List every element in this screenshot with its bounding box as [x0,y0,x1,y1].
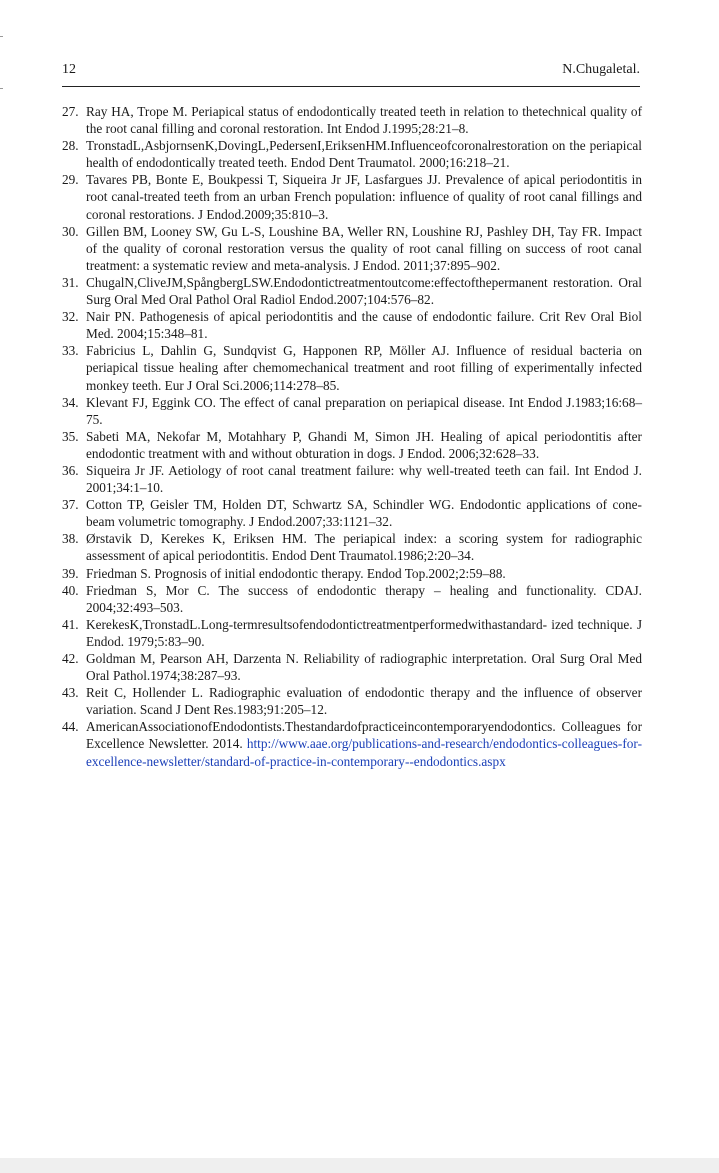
reference-text: Ray HA, Trope M. Periapical status of endodontically treated teeth in relation to thetechnical quality of the root canal filling and coronal restoration. Int Endod J.1995;28:21–8. [86,104,642,137]
reference-number: 33. [62,343,79,359]
reference-number: 31. [62,274,79,290]
reference-number: 36. [62,462,79,478]
running-author: N.Chugaletal. [562,62,640,77]
reference-text: Cotton TP, Geisler TM, Holden DT, Schwartz SA, Schindler WG. Endodontic applications of cone-beam volumetric tomography. J Endod.2007;33:1121–32. [86,497,642,530]
reference-text: Ørstavik D, Kerekes K, Eriksen HM. The periapical index: a scoring system for radiographic assessment of apical periodontitis. Endod Dent Traumatol.1986;2:20–34. [86,531,642,564]
reference-item [62,462,642,496]
reference-text: Reit C, Hollender L. Radiographic evaluation of endodontic therapy and the influence of observer variation. Scand J Dent Res.1983;91:205–12. [86,685,642,718]
reference-number: 32. [62,309,79,325]
reference-number: 38. [62,531,79,547]
reference-text: Fabricius L, Dahlin G, Sundqvist G, Happonen RP, Möller AJ. Influence of residual bacteria on periapical tissue healing after chemomechanical treatment and root filling of experimentally infected monkey teeth. Eur J Oral Sci.2006;114:278–85. [86,343,642,393]
reference-text: Siqueira Jr JF. Aetiology of root canal treatment failure: why well-treated teeth can fail. Int Endod J. 2001;34:1–10. [86,462,642,496]
reference-number: 30. [62,223,79,239]
reference-number: 39. [62,565,79,581]
reference-item [62,103,642,137]
reference-item [62,582,642,616]
reference-text: Goldman M, Pearson AH, Darzenta N. Reliability of radiographic interpretation. Oral Surg Oral Med Oral Pathol.1974;38:287–93. [86,651,642,684]
reference-item [62,565,642,582]
reference-text: ChugalN,CliveJM,SpångbergLSW.Endodontictreatmentoutcome:effectofthepermanent restoration. Oral Surg Oral Med Oral Pathol Oral Radiol Endod.2007;104:576–82. [86,274,642,308]
reference-text: Gillen BM, Looney SW, Gu L-S, Loushine BA, Weller RN, Loushine RJ, Pashley DH, Tay FR. Impact of the quality of coronal restoration versus the quality of root canal filling on success of root canal treatment: a systematic review and meta-analysis. J Endod. 2011;37:895–902. [86,223,642,273]
reference-item [62,308,642,342]
header-rule [62,86,640,87]
reference-number: 44. [62,719,79,735]
viewer-bottom-bar [0,1158,719,1173]
reference-number: 41. [62,616,79,632]
reference-item [62,428,642,462]
reference-item [62,530,642,564]
reference-item [62,616,642,650]
reference-item [62,650,642,684]
running-header [62,62,640,82]
reference-number: 35. [62,428,79,444]
reference-text: Tavares PB, Bonte E, Boukpessi T, Siqueira Jr JF, Lasfargues JJ. Prevalence of apical periodontitis in root canal-treated teeth from an urban French population: influence of quality of root canal fillings and coronal restorations. J Endod.2009;35:810–3. [86,172,642,222]
reference-link[interactable]: http://www.aae.org/publications-and-research/endodontics-colleagues-for-excellence-newsletter/standard-of-practice-in-contemporary--endodontics.aspx [86,736,643,769]
edge-mark [0,36,3,37]
reference-item [62,137,642,171]
page-number: 12 [62,62,76,77]
reference-item [62,274,642,308]
reference-item [62,171,642,222]
reference-item [62,394,642,428]
reference-item [62,684,642,718]
reference-number: 40. [62,582,79,598]
reference-item [62,342,642,393]
reference-number: 43. [62,685,79,701]
edge-mark [0,88,3,89]
reference-number: 37. [62,497,79,513]
reference-text: Sabeti MA, Nekofar M, Motahhary P, Ghandi M, Simon JH. Healing of apical periodontitis after endodontic treatment with and without obturation in dogs. J Endod. 2006;32:628–33. [86,428,642,461]
reference-item [62,496,642,530]
reference-number: 29. [62,172,79,188]
reference-text: TronstadL,AsbjornsenK,DovingL,PedersenI,EriksenHM.Influenceofcoronalrestoration on the periapical health of endodontically treated teeth. Endod Dent Traumatol. 2000;16:218–21. [86,138,642,171]
reference-text: KerekesK,TronstadL.Long-termresultsofendodontictreatmentperformedwithastandard- ized technique. J Endod. 1979;5:83–90. [86,616,642,649]
reference-number: 28. [62,138,79,154]
reference-text: Nair PN. Pathogenesis of apical periodontitis and the cause of endodontic failure. Crit Rev Oral Biol Med. 2004;15:348–81. [86,309,642,342]
reference-text: AmericanAssociationofEndodontists.Thestandardofpracticeincontemporaryendodontics. Colleagues for Excellence Newsletter. 2014. [86,719,642,752]
reference-number: 42. [62,651,79,666]
reference-item [62,223,642,274]
reference-text: Friedman S. Prognosis of initial endodontic therapy. Endod Top.2002;2:59–88. [86,565,506,581]
reference-list [62,103,642,770]
reference-number: 27. [62,104,79,119]
reference-text: Friedman S, Mor C. The success of endodontic therapy – healing and functionality. CDAJ. 2004;32:493–503. [86,582,642,615]
reference-item [62,718,642,769]
reference-text: Klevant FJ, Eggink CO. The effect of canal preparation on periapical disease. Int Endod J.1983;16:68–75. [86,394,642,427]
reference-number: 34. [62,394,79,410]
